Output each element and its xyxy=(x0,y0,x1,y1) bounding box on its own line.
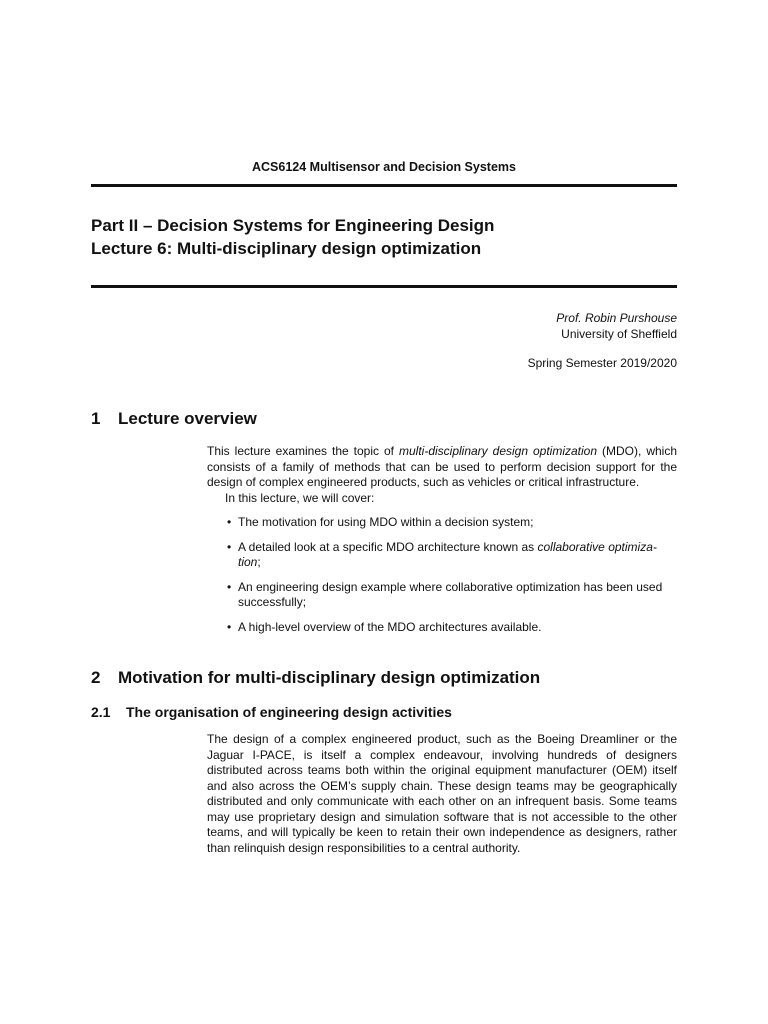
section-1-body xyxy=(207,444,677,635)
title-line-2: Lecture 6: Multi-disciplinary design optimization xyxy=(91,239,482,258)
author-block xyxy=(556,310,677,342)
title-top-rule xyxy=(91,184,677,187)
section-1-intro-paragraph: This lecture examines the topic of multi-disciplinary design optimization (MDO), which consists of a family of methods that can be used to perform decision support for the design of complex engineered products, such as vehicles or critical infrastructure. xyxy=(207,444,677,489)
bullet-icon: • xyxy=(227,579,232,594)
subsection-2-1-body xyxy=(207,732,677,856)
subsection-2-1-number: 2.1 xyxy=(91,704,111,720)
section-2-number: 2 xyxy=(91,668,101,687)
subsection-2-1-heading xyxy=(91,704,452,720)
title-line-1: Part II – Decision Systems for Engineering Design xyxy=(91,216,495,235)
bullet-icon: • xyxy=(227,539,232,554)
document-title xyxy=(91,214,494,260)
section-1-number: 1 xyxy=(91,409,101,428)
section-1-heading xyxy=(91,409,257,429)
course-title: ACS6124 Multisensor and Decision Systems xyxy=(252,160,516,174)
overview-list xyxy=(207,515,677,635)
mdo-term: multi-disciplinary design optimization xyxy=(398,444,598,458)
list-item: • A high-level overview of the MDO architectures available. xyxy=(227,619,542,634)
list-item: • An engineering design example where collaborative optimization has been used successfully; xyxy=(227,579,663,609)
bullet-icon: • xyxy=(227,619,232,634)
cover-intro: In this lecture, we will cover: xyxy=(225,490,375,505)
title-bottom-rule xyxy=(91,285,677,288)
subsection-2-1-paragraph: The design of a complex engineered product, such as the Boeing Dreamliner or the Jaguar I-PACE, is itself a complex endeavour, involving hundreds of designers distributed across teams both within the original equipment manufacturer (OEM) itself and also across the OEM’s supply chain. These design teams may be geographically distributed and only communicate with each other on an infrequent basis. Some teams may use proprietary design and simulation software that is not accessible to the other teams, and will typically be keen to retain their own independence as designers, rather than relinquish design responsibilities to a central authority. xyxy=(207,732,677,855)
bullet-icon: • xyxy=(227,515,232,529)
author-affiliation: University of Sheffield xyxy=(561,327,677,341)
subsection-2-1-title: The organisation of engineering design activities xyxy=(126,704,452,720)
semester-label: Spring Semester 2019/2020 xyxy=(527,356,677,370)
section-1-title: Lecture overview xyxy=(118,409,257,428)
section-2-heading xyxy=(91,668,540,688)
list-item: • The motivation for using MDO within a decision system; xyxy=(227,515,534,529)
section-2-title: Motivation for multi-disciplinary design optimization xyxy=(118,668,541,687)
list-item: • A detailed look at a specific MDO architecture known as collaborative optimiza- tion; xyxy=(227,539,657,569)
author-name: Prof. Robin Purshouse xyxy=(556,311,677,325)
